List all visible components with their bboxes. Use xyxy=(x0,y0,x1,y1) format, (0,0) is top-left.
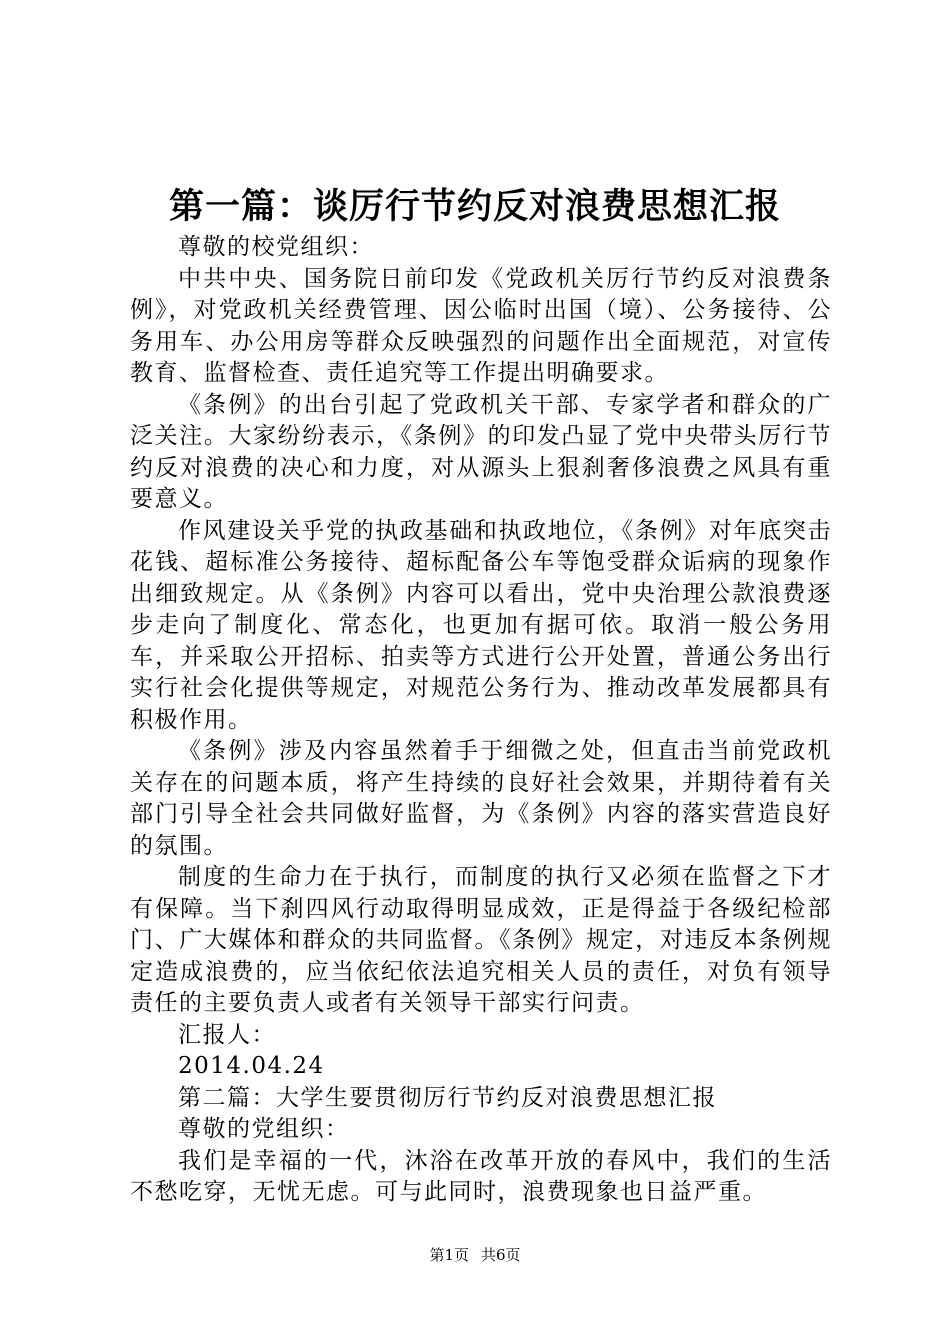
paragraph: 《条例》的出台引起了党政机关干部、专家学者和群众的广泛关注。大家纷纷表示，《条例》的印发凸显了党中央带头厉行节约反对浪费的决心和力度，对从源头上狠刹奢侈浪费之风具有重要意义。 xyxy=(130,391,832,512)
page-total: 共6页 xyxy=(481,1246,521,1264)
page-number: 第1页 xyxy=(429,1246,469,1264)
second-heading: 第二篇：大学生要贯彻厉行节约反对浪费思想汇报 xyxy=(178,1084,717,1111)
page-footer xyxy=(0,1245,950,1265)
paragraph: 中共中央、国务院日前印发《党政机关厉行节约反对浪费条例》，对党政机关经费管理、因公临时出国（境）、公务接待、公务用车、办公用房等群众反映强烈的问题作出全面规范，对宣传教育、监督检查、责任追究等工作提出明确要求。 xyxy=(130,265,832,386)
paragraph: 我们是幸福的一代，沐浴在改革开放的春风中，我们的生活不愁吃穿，无忧无虑。可与此同时，浪费现象也日益严重。 xyxy=(130,1147,832,1205)
paragraph: 《条例》涉及内容虽然着手于细微之处，但直击当前党政机关存在的问题本质，将产生持续的良好社会效果，并期待着有关部门引导全社会共同做好监督，为《条例》内容的落实营造良好的氛围。 xyxy=(130,738,832,859)
salutation: 尊敬的党组织： xyxy=(178,1116,350,1142)
document-title: 第一篇：谈厉行节约反对浪费思想汇报 xyxy=(168,186,781,227)
paragraph: 制度的生命力在于执行，而制度的执行又必须在监督之下才有保障。当下刹四风行动取得明显成效，正是得益于各级纪检部门、广大媒体和群众的共同监督。《条例》规定，对违反本条例规定造成浪费的，应当依纪依法追究相关人员的责任，对负有领导责任的主要负责人或者有关领导干部实行问责。 xyxy=(130,864,832,1016)
document-body xyxy=(130,232,832,1209)
report-date: 2014.04.24 xyxy=(178,1053,325,1079)
salutation: 尊敬的校党组织： xyxy=(178,234,374,260)
reporter-label: 汇报人： xyxy=(178,1021,276,1048)
paragraph: 作风建设关乎党的执政基础和执政地位，《条例》对年底突击花钱、超标准公务接待、超标配备公车等饱受群众诟病的现象作出细致规定。从《条例》内容可以看出，党中央治理公款浪费逐步走向了制度化、常态化，也更加有据可依。取消一般公务用车，并采取公开招标、拍卖等方式进行公开处置，普通公务出行实行社会化提供等规定，对规范公务行为、推动改革发展都具有积极作用。 xyxy=(130,517,832,733)
